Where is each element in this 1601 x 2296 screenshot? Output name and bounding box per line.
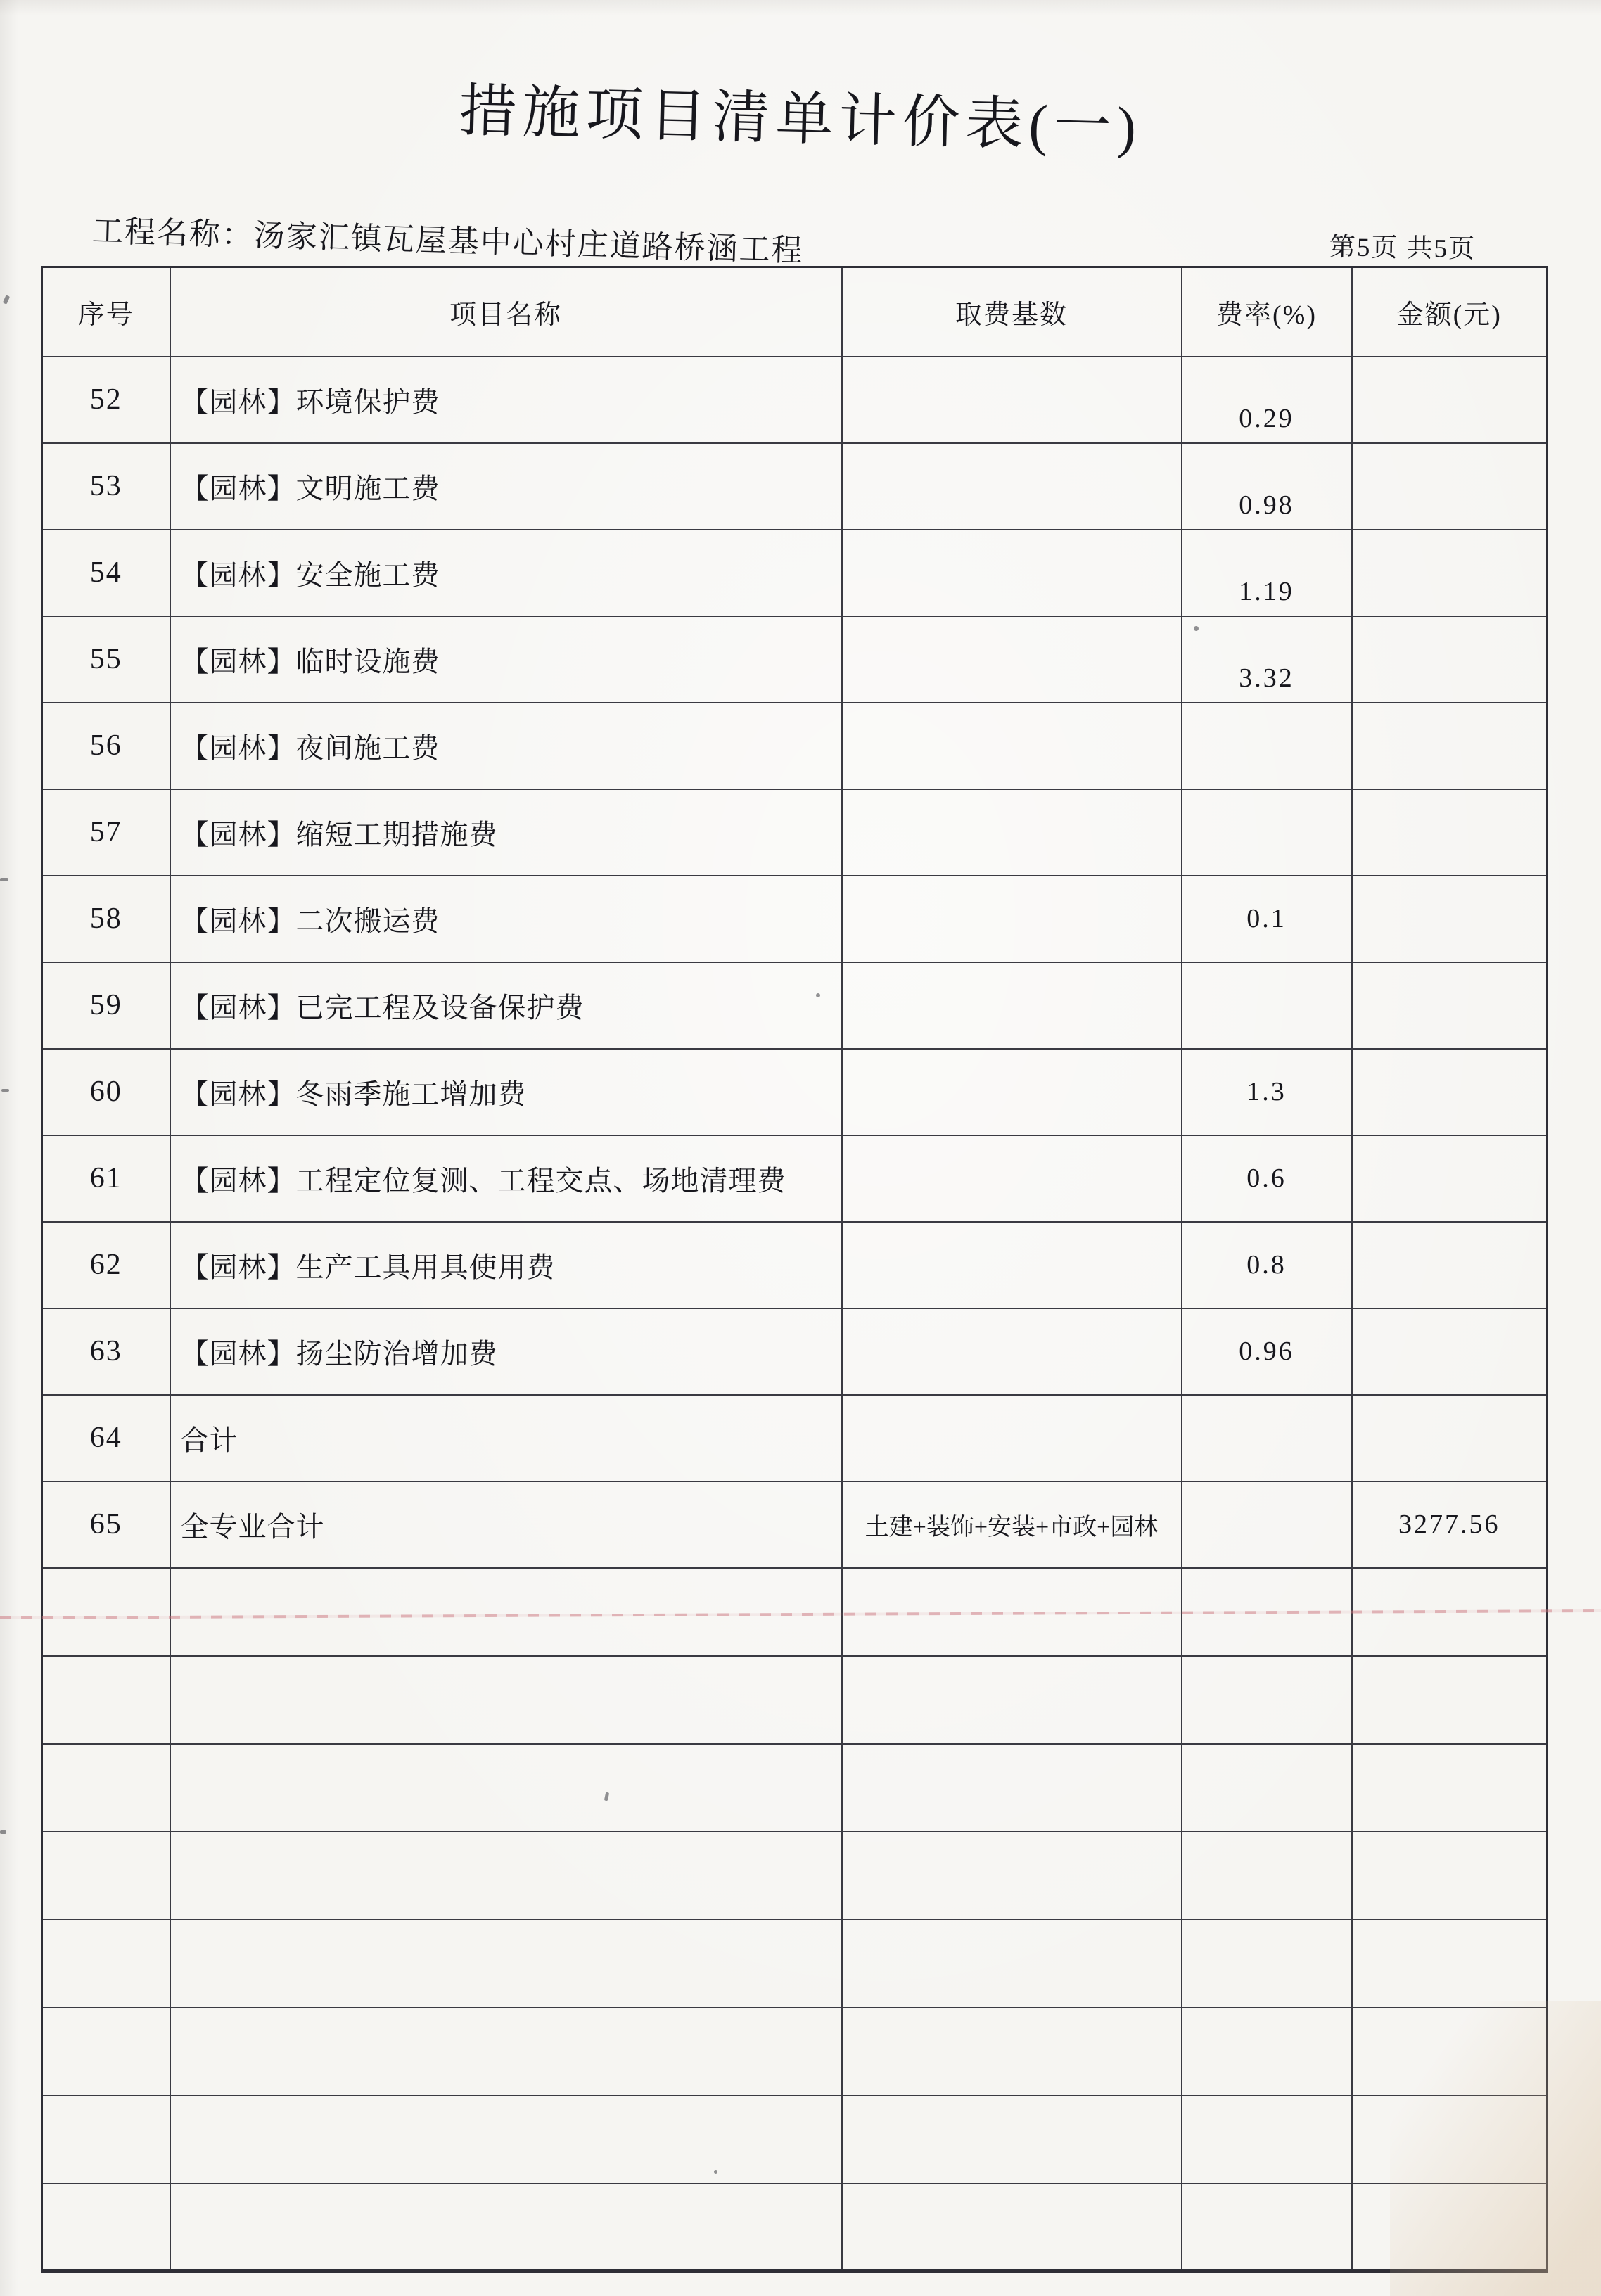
header-row bbox=[42, 267, 1548, 357]
cell-fee-base bbox=[842, 1832, 1182, 1920]
cell-amount bbox=[1352, 1920, 1548, 2008]
col-header-item-name: 项目名称 bbox=[170, 267, 842, 357]
table-row bbox=[42, 1222, 1548, 1308]
cell-item-name: 【园林】缩短工期措施费 bbox=[170, 789, 842, 876]
table-row bbox=[42, 616, 1548, 703]
cell-item-name bbox=[170, 1568, 842, 1656]
cell-seq bbox=[42, 1920, 170, 2008]
page-title: 措施项目清单计价表(一) bbox=[458, 79, 1143, 160]
scan-speck bbox=[816, 993, 820, 997]
cell-amount: 3277.56 bbox=[1352, 1481, 1548, 1568]
cell-rate: 0.98 bbox=[1182, 443, 1352, 530]
cell-rate bbox=[1182, 1920, 1352, 2008]
project-name-line bbox=[91, 205, 804, 270]
cell-item-name: 【园林】二次搬运费 bbox=[170, 876, 842, 962]
table-row bbox=[42, 2096, 1548, 2183]
table-row bbox=[42, 703, 1548, 789]
cell-rate bbox=[1182, 1395, 1352, 1481]
cell-seq: 56 bbox=[42, 703, 170, 789]
cell-item-name: 【园林】环境保护费 bbox=[170, 357, 842, 443]
cell-amount bbox=[1352, 789, 1548, 876]
col-header-rate: 费率(%) bbox=[1182, 267, 1352, 357]
cell-seq: 61 bbox=[42, 1135, 170, 1222]
cell-seq bbox=[42, 2183, 170, 2271]
cell-item-name: 全专业合计 bbox=[170, 1481, 842, 1568]
cell-item-name: 【园林】安全施工费 bbox=[170, 530, 842, 616]
cell-fee-base bbox=[842, 2008, 1182, 2096]
cell-fee-base bbox=[842, 1920, 1182, 2008]
cell-fee-base bbox=[842, 357, 1182, 443]
cell-amount bbox=[1352, 616, 1548, 703]
cell-amount bbox=[1352, 357, 1548, 443]
cell-seq: 52 bbox=[42, 357, 170, 443]
cell-amount bbox=[1352, 530, 1548, 616]
cell-item-name: 【园林】已完工程及设备保护费 bbox=[170, 962, 842, 1049]
cell-seq: 65 bbox=[42, 1481, 170, 1568]
cell-amount bbox=[1352, 962, 1548, 1049]
scan-speck bbox=[1, 1089, 9, 1092]
cell-fee-base bbox=[842, 876, 1182, 962]
cell-rate bbox=[1182, 2096, 1352, 2183]
col-header-fee-base: 取费基数 bbox=[842, 267, 1182, 357]
cell-seq bbox=[42, 1744, 170, 1832]
cell-fee-base bbox=[842, 1049, 1182, 1135]
cell-rate bbox=[1182, 962, 1352, 1049]
cell-seq: 58 bbox=[42, 876, 170, 962]
scan-shadow-patch bbox=[1390, 2001, 1601, 2296]
table-body bbox=[42, 357, 1548, 2271]
table-row bbox=[42, 530, 1548, 616]
cell-fee-base bbox=[842, 530, 1182, 616]
cell-item-name bbox=[170, 2008, 842, 2096]
table-row bbox=[42, 1308, 1548, 1395]
cell-item-name: 【园林】临时设施费 bbox=[170, 616, 842, 703]
table-row bbox=[42, 2008, 1548, 2096]
cell-fee-base bbox=[842, 2183, 1182, 2271]
cell-seq: 55 bbox=[42, 616, 170, 703]
cell-fee-base: 土建+装饰+安装+市政+园林 bbox=[842, 1481, 1182, 1568]
cell-seq bbox=[42, 2096, 170, 2183]
cell-rate: 0.1 bbox=[1182, 876, 1352, 962]
project-name: 汤家汇镇瓦屋基中心村庄道路桥涵工程 bbox=[253, 218, 805, 269]
cell-rate bbox=[1182, 1656, 1352, 1744]
cell-item-name: 【园林】文明施工费 bbox=[170, 443, 842, 530]
cell-amount bbox=[1352, 1135, 1548, 1222]
cell-amount bbox=[1352, 443, 1548, 530]
project-label: 工程名称： bbox=[91, 213, 255, 253]
cell-seq bbox=[42, 1656, 170, 1744]
cell-amount bbox=[1352, 1832, 1548, 1920]
cell-amount bbox=[1352, 1744, 1548, 1832]
scan-speck bbox=[0, 1830, 6, 1834]
cell-item-name bbox=[170, 1832, 842, 1920]
table-row bbox=[42, 1920, 1548, 2008]
cell-fee-base bbox=[842, 1656, 1182, 1744]
cell-fee-base bbox=[842, 1222, 1182, 1308]
cell-item-name: 【园林】生产工具用具使用费 bbox=[170, 1222, 842, 1308]
cell-rate: 3.32 bbox=[1182, 616, 1352, 703]
cell-item-name bbox=[170, 1920, 842, 2008]
scan-speck bbox=[1194, 626, 1199, 631]
cell-seq: 57 bbox=[42, 789, 170, 876]
cell-seq: 53 bbox=[42, 443, 170, 530]
cell-item-name: 【园林】扬尘防治增加费 bbox=[170, 1308, 842, 1395]
table-row bbox=[42, 1049, 1548, 1135]
cell-fee-base bbox=[842, 962, 1182, 1049]
table-row bbox=[42, 876, 1548, 962]
cell-seq: 54 bbox=[42, 530, 170, 616]
cell-seq: 59 bbox=[42, 962, 170, 1049]
cell-rate bbox=[1182, 789, 1352, 876]
cell-rate bbox=[1182, 2183, 1352, 2271]
cell-rate bbox=[1182, 1481, 1352, 1568]
cell-item-name bbox=[170, 1656, 842, 1744]
cell-fee-base bbox=[842, 443, 1182, 530]
cell-seq: 62 bbox=[42, 1222, 170, 1308]
cell-amount bbox=[1352, 1308, 1548, 1395]
table-row bbox=[42, 789, 1548, 876]
cell-rate: 0.8 bbox=[1182, 1222, 1352, 1308]
scan-speck bbox=[0, 878, 8, 881]
scan-speck bbox=[714, 2170, 717, 2174]
table-row bbox=[42, 1135, 1548, 1222]
cell-amount bbox=[1352, 1656, 1548, 1744]
cell-item-name: 【园林】冬雨季施工增加费 bbox=[170, 1049, 842, 1135]
table-row bbox=[42, 962, 1548, 1049]
table-row bbox=[42, 1481, 1548, 1568]
cell-seq bbox=[42, 1568, 170, 1656]
cell-item-name bbox=[170, 1744, 842, 1832]
cell-item-name: 合计 bbox=[170, 1395, 842, 1481]
cell-fee-base bbox=[842, 1395, 1182, 1481]
cell-seq: 63 bbox=[42, 1308, 170, 1395]
cell-rate bbox=[1182, 1832, 1352, 1920]
pricing-table bbox=[41, 266, 1548, 2273]
cell-fee-base bbox=[842, 1135, 1182, 1222]
cell-rate: 1.3 bbox=[1182, 1049, 1352, 1135]
cell-rate: 0.29 bbox=[1182, 357, 1352, 443]
cell-fee-base bbox=[842, 2096, 1182, 2183]
table-header bbox=[42, 267, 1548, 357]
cell-fee-base bbox=[842, 1744, 1182, 1832]
table-row bbox=[42, 357, 1548, 443]
cell-amount bbox=[1352, 1049, 1548, 1135]
cell-rate bbox=[1182, 703, 1352, 789]
cell-fee-base bbox=[842, 703, 1182, 789]
cell-amount bbox=[1352, 1222, 1548, 1308]
table-row bbox=[42, 2183, 1548, 2271]
cell-rate bbox=[1182, 1744, 1352, 1832]
cell-fee-base bbox=[842, 1308, 1182, 1395]
cell-seq bbox=[42, 2008, 170, 2096]
cell-amount bbox=[1352, 1395, 1548, 1481]
cell-rate: 0.96 bbox=[1182, 1308, 1352, 1395]
cell-amount bbox=[1352, 703, 1548, 789]
page-indicator: 第5页 共5页 bbox=[1329, 233, 1476, 264]
table-row bbox=[42, 1656, 1548, 1744]
cell-item-name bbox=[170, 2183, 842, 2271]
cell-item-name: 【园林】夜间施工费 bbox=[170, 703, 842, 789]
table-row bbox=[42, 443, 1548, 530]
cell-rate bbox=[1182, 2008, 1352, 2096]
col-header-amount: 金额(元) bbox=[1352, 267, 1548, 357]
table-row bbox=[42, 1395, 1548, 1481]
table-row bbox=[42, 1832, 1548, 1920]
cell-fee-base bbox=[842, 616, 1182, 703]
cell-rate: 0.6 bbox=[1182, 1135, 1352, 1222]
cell-seq: 64 bbox=[42, 1395, 170, 1481]
scan-speck bbox=[3, 295, 10, 304]
col-header-seq: 序号 bbox=[42, 267, 170, 357]
cell-amount bbox=[1352, 876, 1548, 962]
cell-rate: 1.19 bbox=[1182, 530, 1352, 616]
cell-seq bbox=[42, 1832, 170, 1920]
cell-seq: 60 bbox=[42, 1049, 170, 1135]
cell-item-name: 【园林】工程定位复测、工程交点、场地清理费 bbox=[170, 1135, 842, 1222]
cell-fee-base bbox=[842, 789, 1182, 876]
cell-item-name bbox=[170, 2096, 842, 2183]
table-row bbox=[42, 1744, 1548, 1832]
